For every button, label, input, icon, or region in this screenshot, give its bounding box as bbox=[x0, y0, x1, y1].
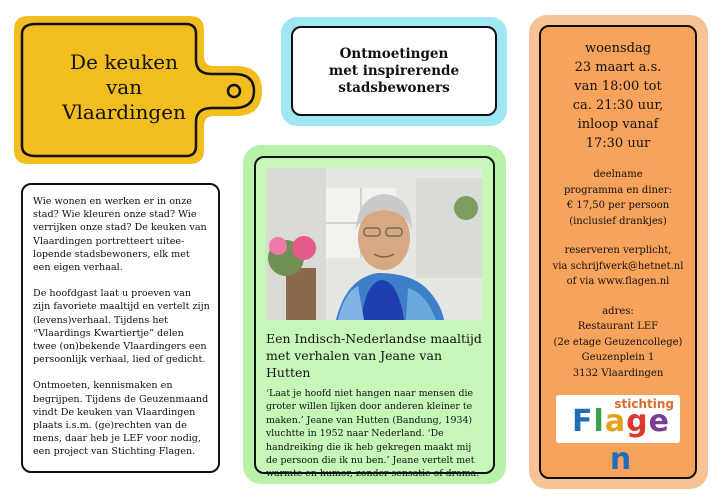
portrait-photo bbox=[266, 168, 482, 320]
date-line: ca. 21:30 uur, bbox=[572, 98, 664, 113]
feature-quote: ‘Laat je hoofd niet hangen naar mensen die groter willen lijken door anderen kleiner te maken.’ Jeane van Hutten (Bandung, 1934) vluchtte in 1952 naar Nederland. ‘De handreiking die ik heb gekregen maakt mij de persoon die ik nu ben.’ Jeane vertelt met warmte en humor, zonder sensatie of drama. bbox=[266, 388, 480, 480]
intro-paragraph: Ontmoeten, kennismaken en begrijpen. Tijdens de Geuzenmaand vindt De keuken van Vlaardingen plaats i.s.m. (ge)rechten van de mens, daar heb je LEF voor nodig, een project van Stichting Flagen. bbox=[33, 380, 209, 458]
logo-wordmark bbox=[562, 403, 680, 479]
feature-box bbox=[254, 156, 495, 480]
event-address bbox=[541, 304, 695, 382]
logo-letter: F bbox=[572, 404, 594, 439]
logo-letter: l bbox=[593, 404, 605, 439]
date-line: inloop vanaf bbox=[577, 117, 659, 132]
page-title bbox=[44, 50, 204, 125]
header-line: met inspirerende bbox=[328, 62, 460, 79]
price-line: deelname bbox=[593, 169, 643, 180]
event-price bbox=[541, 167, 695, 229]
address-line: Geuzenplein 1 bbox=[581, 352, 655, 363]
flagen-logo bbox=[556, 395, 680, 477]
price-line: € 17,50 per persoon bbox=[566, 200, 670, 211]
address-line: Restaurant LEF bbox=[577, 321, 659, 332]
address-line: (2e etage Geuzencollege) bbox=[553, 336, 683, 348]
header-line: Ontmoetingen bbox=[339, 45, 449, 62]
logo-letter: n bbox=[609, 442, 633, 477]
event-panel bbox=[529, 15, 708, 489]
feature-subheading bbox=[266, 330, 483, 381]
event-date bbox=[541, 39, 695, 153]
intro-paragraph: Wie wonen en werken er in onze stad? Wie kleuren onze stad? Wie verrijken onze stad? De keuken van Vlaardingen portretteert uitee-lopende stadsbewoners, elk met een eigen verhaal. bbox=[33, 196, 207, 274]
address-line: adres: bbox=[602, 305, 634, 317]
date-line: 23 maart a.s. bbox=[574, 60, 662, 75]
address-line: 3132 Vlaardingen bbox=[572, 367, 664, 379]
intro-box bbox=[21, 183, 220, 473]
logo-letter: e bbox=[648, 404, 670, 439]
subhead-line: Een Indisch-Nederlandse maaltijd bbox=[266, 331, 482, 346]
header-box bbox=[291, 26, 497, 116]
logo-letter: a bbox=[604, 404, 627, 439]
date-line: woensdag bbox=[584, 41, 652, 56]
logo-letter: g bbox=[626, 404, 649, 439]
reserve-line: reserveren verplicht, bbox=[564, 245, 672, 256]
date-line: 17:30 uur bbox=[585, 136, 651, 151]
title-line: De keuken bbox=[70, 50, 178, 74]
event-reservation bbox=[541, 243, 695, 290]
logo-small-text: stichting bbox=[614, 397, 674, 411]
subhead-line: met verhalen van Jeane van Hutten bbox=[266, 348, 442, 380]
reserve-website[interactable]: of via www.flagen.nl bbox=[566, 276, 670, 287]
price-line: (inclusief drankjes) bbox=[569, 215, 667, 227]
title-line: van bbox=[105, 75, 143, 99]
title-line: Vlaardingen bbox=[62, 100, 186, 124]
header-line: stadsbewoners bbox=[338, 79, 450, 96]
reserve-email[interactable]: via schrijfwerk@hetnet.nl bbox=[552, 260, 684, 272]
header-panel bbox=[281, 17, 507, 126]
price-line: programma en diner: bbox=[563, 184, 673, 196]
cutting-board-title bbox=[14, 16, 274, 164]
feature-panel bbox=[243, 145, 506, 484]
intro-paragraph: De hoofdgast laat u proeven van zijn favoriete maaltijd en vertelt zijn (levens)verhaal. Tijdens het “Vlaardings Kwartiertje” delen twee (on)bekende Vlaardingers een persoonlijk verhaal, lied of gedicht. bbox=[33, 288, 210, 366]
event-box bbox=[539, 25, 697, 479]
date-line: van 18:00 tot bbox=[574, 79, 662, 94]
